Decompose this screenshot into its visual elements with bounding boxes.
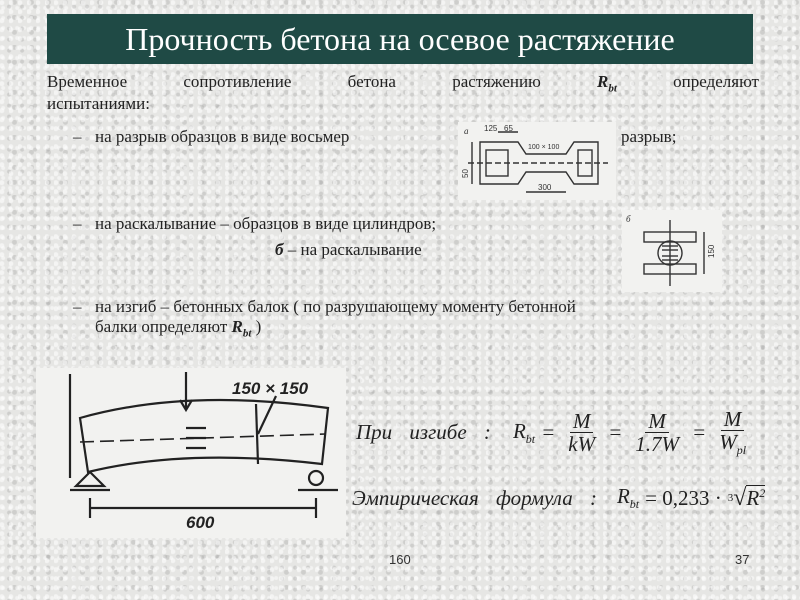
beam-section-label: 150 × 150 xyxy=(232,379,309,398)
intro-word: растяжению xyxy=(452,72,541,91)
rbt-symbol xyxy=(597,72,617,94)
bullet-text: ) xyxy=(251,317,262,336)
fraction-1 xyxy=(565,410,598,456)
intro-word: Временное xyxy=(47,72,128,91)
rbt-letter: R xyxy=(231,317,243,336)
rbt-symbol xyxy=(231,317,252,340)
dim-label: 150 xyxy=(707,244,716,258)
empirical-label: Эмпирическая формула : xyxy=(352,485,597,510)
bullet-tension xyxy=(73,127,349,147)
specimen-splitting-figure xyxy=(622,210,722,292)
bullet-tension-end: разрыв; xyxy=(621,127,677,146)
fraction-3 xyxy=(716,408,749,457)
bullet-bending xyxy=(73,297,773,339)
denominator: 1.7W xyxy=(635,431,680,456)
specimen-splitting-drawing xyxy=(622,210,722,292)
bullet-line-1 xyxy=(73,297,773,317)
bullet-text: на разрыв образцов в виде восьмер xyxy=(95,127,350,146)
bending-label: При изгибе : xyxy=(356,420,491,445)
intro-paragraph xyxy=(47,72,759,114)
bullet-text: балки определяют xyxy=(95,317,232,336)
equals-sign: = xyxy=(608,420,623,445)
intro-word: бетона xyxy=(347,72,396,91)
bullet-text: на изгиб – бетонных балок ( по разрушающему моменту бетонной xyxy=(95,297,576,316)
intro-line-1 xyxy=(47,72,759,94)
denominator-W: W xyxy=(719,430,737,455)
dim-label: 65 xyxy=(504,124,513,133)
bullet-dash: – xyxy=(73,127,82,146)
numerator: M xyxy=(721,408,745,431)
bullet-dash: – xyxy=(73,214,82,233)
radicand xyxy=(746,485,765,511)
intro-line-2: испытаниями: xyxy=(47,94,150,114)
formula-R-sub: bt xyxy=(525,431,536,446)
specimen-tension-figure xyxy=(458,122,616,200)
bullet-text: на раскалывание – образцов в виде цилиндров; xyxy=(95,214,437,233)
formula-R-letter: R xyxy=(512,418,526,443)
radicand-exp: 2 xyxy=(759,486,766,501)
bullet-line-2 xyxy=(73,317,773,339)
coefficient: = 0,233 · xyxy=(645,485,722,510)
dim-label: 300 xyxy=(538,183,552,192)
formula-R xyxy=(513,419,535,447)
figure-letter-b: б xyxy=(626,214,631,224)
intro-word: определяют xyxy=(673,72,759,91)
dim-label: 125 xyxy=(484,124,498,133)
rbt-letter: R xyxy=(597,72,609,91)
figure-letter-a: а xyxy=(464,126,469,136)
formula-R-sub: bt xyxy=(629,497,640,512)
slide-title xyxy=(47,14,753,64)
denominator xyxy=(716,431,749,457)
footer-page-number-left: 160 xyxy=(389,552,411,567)
caption-text: – на раскалывание xyxy=(283,240,422,259)
beam-drawing xyxy=(36,368,346,538)
equals-sign: = xyxy=(692,420,707,445)
footer-slide-number: 37 xyxy=(735,552,750,567)
bullet-dash: – xyxy=(73,297,82,316)
bullet-splitting xyxy=(73,214,436,234)
dim-label: 50 xyxy=(461,169,470,178)
rbt-subscript: bt xyxy=(608,82,617,95)
denominator-sub: pl xyxy=(736,443,747,458)
numerator: M xyxy=(570,410,594,433)
radical-sign: √ xyxy=(733,484,747,511)
slide-title-text: Прочность бетона на осевое растяжение xyxy=(125,20,675,57)
empirical-formula xyxy=(352,484,765,512)
formula-R-letter: R xyxy=(616,484,630,508)
formula-R xyxy=(617,484,639,512)
intro-word: сопротивление xyxy=(183,72,292,91)
bending-formula xyxy=(356,408,753,457)
radicand-R: R xyxy=(746,486,760,511)
specimen-tension-drawing xyxy=(458,122,616,200)
beam-figure xyxy=(36,368,346,538)
dim-label: 100 × 100 xyxy=(528,144,560,151)
rbt-subscript: bt xyxy=(242,327,252,340)
denominator: kW xyxy=(568,431,596,456)
fraction-2 xyxy=(632,410,682,456)
equals-sign: = xyxy=(541,420,556,445)
numerator: M xyxy=(645,410,669,433)
root-index: 3 xyxy=(727,492,734,505)
caption-letter: б xyxy=(275,240,284,259)
beam-span-label: 600 xyxy=(186,513,215,532)
splitting-caption xyxy=(275,240,422,260)
